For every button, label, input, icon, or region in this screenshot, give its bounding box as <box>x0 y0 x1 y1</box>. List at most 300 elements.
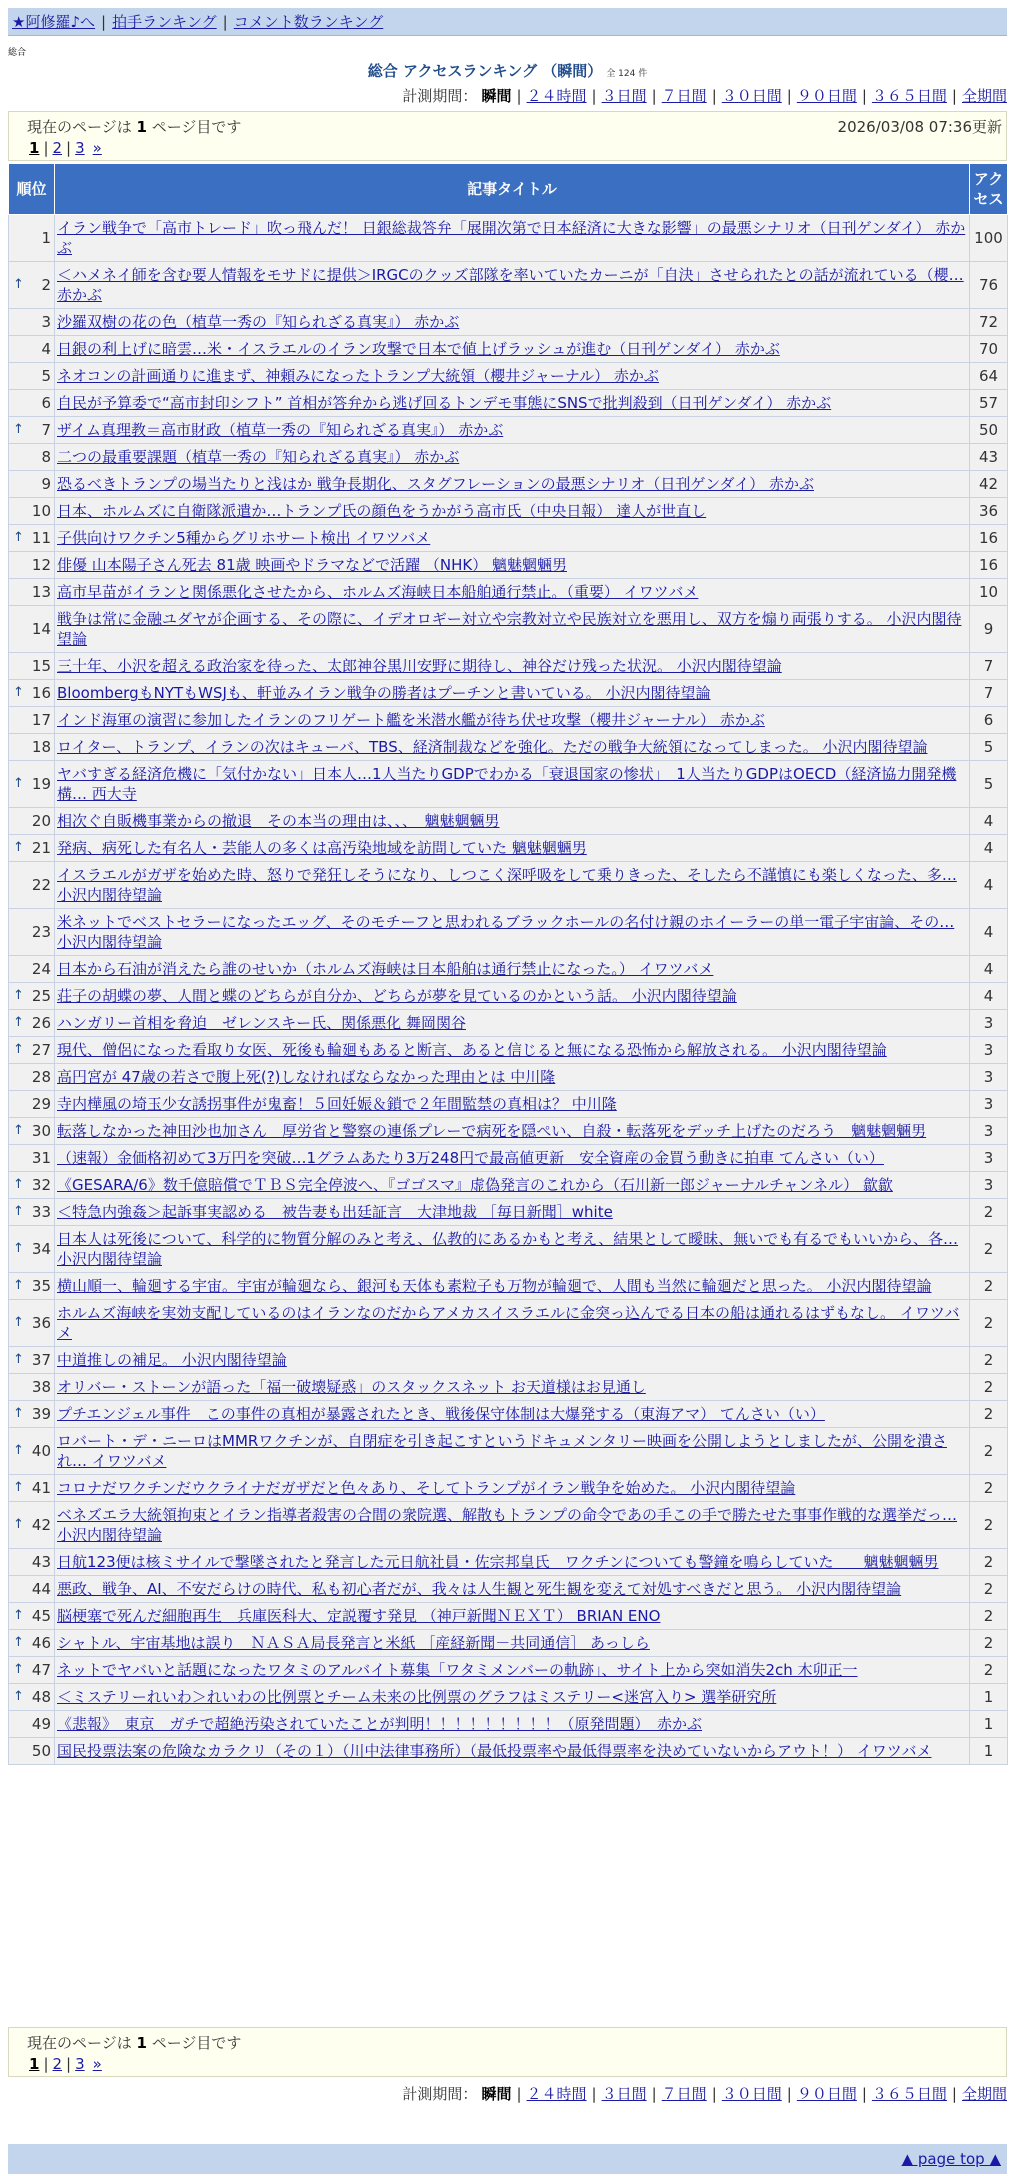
title-cell <box>55 1684 970 1711</box>
article-title-link[interactable]: 自民が予算委で“高市封印シフト” 首相が答弁から逃げ回るトンデモ事態にSNSで批判殺到（日刊ゲンダイ） 赤かぶ <box>57 394 832 412</box>
table-row <box>9 336 1008 363</box>
article-title-link[interactable]: ザイム真理教＝高市財政（植草一秀の『知られざる真実』） 赤かぶ <box>57 421 504 439</box>
title-cell <box>55 808 970 835</box>
table-row <box>9 262 1008 309</box>
title-cell <box>55 1347 970 1374</box>
rank-cell <box>9 653 55 680</box>
rank-cell <box>9 1711 55 1738</box>
updated-timestamp: 2026/03/08 07:36更新 <box>837 118 1002 136</box>
article-title-link[interactable]: 高円宮が 47歳の若さで腹上死(?)しなければならなかった理由とは 中川隆 <box>57 1068 556 1086</box>
rank-cell <box>9 1199 55 1226</box>
page-link-2[interactable]: 2 <box>52 2055 63 2073</box>
table-row <box>9 498 1008 525</box>
period-link-all[interactable]: 全期間 <box>961 87 1007 105</box>
rank-number: 28 <box>31 1068 51 1086</box>
nav-link-asyura[interactable]: ★阿修羅♪へ <box>12 13 96 31</box>
table-row <box>9 215 1008 262</box>
table-row <box>9 552 1008 579</box>
access-count: 6 <box>970 707 1008 734</box>
title-cell <box>55 707 970 734</box>
access-count: 2 <box>970 1657 1008 1684</box>
article-title-link[interactable]: 発病、病死した有名人・芸能人の多くは高汚染地域を訪問していた 魑魅魍魎男 <box>57 839 587 857</box>
article-title-link[interactable]: 三十年、小沢を超える政治家を待った、太郎神谷黒川安野に期待し、神谷だけ残った状況。 小沢内閣待望論 <box>57 657 782 675</box>
period-link-all[interactable]: 全期間 <box>961 2085 1007 2103</box>
period-link-7d[interactable]: ７日間 <box>661 87 707 105</box>
access-count: 2 <box>970 1300 1008 1347</box>
article-title-link[interactable]: インド海軍の演習に参加したイランのフリゲート艦を米潜水艦が待ち伏せ攻撃（櫻井ジャーナル） 赤かぶ <box>57 711 765 729</box>
rank-number: 23 <box>31 923 51 941</box>
period-link-3d[interactable]: ３日間 <box>601 2085 647 2103</box>
title-cell <box>55 1300 970 1347</box>
rank-number: 18 <box>31 738 51 756</box>
article-title-link[interactable]: 二つの最重要課題（植草一秀の『知られざる真実』） 赤かぶ <box>57 448 460 466</box>
access-count: 42 <box>970 471 1008 498</box>
rank-cell <box>9 956 55 983</box>
rank-up-arrow-icon: ↑ <box>13 1315 24 1330</box>
period-selector-top: 計測期間： 瞬間 | ２４時間 | ３日間 | ７日間 | ３０日間 | ９０日間 | ３６５日間 | 全期間 <box>402 87 1007 105</box>
rank-number: 31 <box>31 1149 51 1167</box>
rank-up-arrow-icon: ↑ <box>13 1608 24 1623</box>
rank-number: 37 <box>31 1351 51 1369</box>
article-title-link[interactable]: 日本、ホルムズに自衛隊派遣か…トランプ氏の顔色をうかがう高市氏（中央日報） 達人が世直し <box>57 502 707 520</box>
access-count: 4 <box>970 808 1008 835</box>
access-count: 2 <box>970 1226 1008 1273</box>
title-cell <box>55 606 970 653</box>
rank-up-arrow-icon: ↑ <box>13 422 24 437</box>
rank-number: 8 <box>41 448 51 466</box>
access-count: 36 <box>970 498 1008 525</box>
access-count: 2 <box>970 1273 1008 1300</box>
table-row <box>9 1347 1008 1374</box>
page-link-1[interactable]: 1 <box>29 2055 40 2073</box>
access-count: 72 <box>970 309 1008 336</box>
rank-up-arrow-icon: ↑ <box>13 1480 24 1495</box>
rank-number: 25 <box>31 987 51 1005</box>
table-row <box>9 579 1008 606</box>
rank-number: 36 <box>31 1314 51 1332</box>
rank-number: 40 <box>31 1442 51 1460</box>
rank-number: 7 <box>41 421 51 439</box>
period-link-24h[interactable]: ２４時間 <box>526 87 587 105</box>
rank-number: 34 <box>31 1240 51 1258</box>
table-row <box>9 835 1008 862</box>
article-title-link[interactable]: 相次ぐ自販機事業からの撤退 その本当の理由は、、、 魑魅魍魎男 <box>57 812 500 830</box>
period-link-30d[interactable]: ３０日間 <box>721 87 782 105</box>
table-header-row <box>9 164 1008 215</box>
header-access: アクセス <box>970 164 1008 215</box>
title-cell <box>55 1145 970 1172</box>
page-top-link[interactable]: ▲ page top ▲ <box>901 2150 1001 2168</box>
rank-number: 17 <box>31 711 51 729</box>
article-title-link[interactable]: シャトル、宇宙基地は誤り ＮＡＳＡ局長発言と米紙 ［産経新聞－共同通信］ あっしら <box>57 1634 650 1652</box>
rank-number: 22 <box>31 876 51 894</box>
title-cell <box>55 1199 970 1226</box>
table-row <box>9 1374 1008 1401</box>
table-row <box>9 417 1008 444</box>
table-row <box>9 734 1008 761</box>
table-row <box>9 1145 1008 1172</box>
rank-number: 14 <box>31 620 51 638</box>
article-title-link[interactable]: ベネズエラ大統領拘束とイラン指導者殺害の合間の衆院選、解散もトランプの命令であの手この手で勝たせた事事作戦的な選挙だっ… 小沢内閣待望論 <box>57 1506 958 1544</box>
rank-number: 43 <box>31 1553 51 1571</box>
rank-cell <box>9 498 55 525</box>
period-link-3d[interactable]: ３日間 <box>601 87 647 105</box>
table-row <box>9 606 1008 653</box>
article-title-link[interactable]: ＜ハメネイ師を含む要人情報をモサドに提供＞IRGCのクッズ部隊を率いていたカーニが「自決」させられたとの話が流れている（櫻… 赤かぶ <box>57 266 964 304</box>
page-links: 1 | 2 | 3 » <box>29 2055 102 2073</box>
rank-number: 5 <box>41 367 51 385</box>
title-cell <box>55 363 970 390</box>
table-row <box>9 525 1008 552</box>
article-title-link[interactable]: 高市早苗がイランと関係悪化させたから、ホルムズ海峡日本船舶通行禁止。（重要） イワツバメ <box>57 583 699 601</box>
rank-number: 45 <box>31 1607 51 1625</box>
article-title-link[interactable]: ロイター、トランプ、イランの次はキューバ、TBS、経済制裁などを強化。ただの戦争大統領になってしまった。 小沢内閣待望論 <box>57 738 928 756</box>
article-title-link[interactable]: 恐るべきトランプの場当たりと浅はか 戦争長期化、スタグフレーションの最悪シナリオ（日刊ゲンダイ） 赤かぶ <box>57 475 814 493</box>
rank-cell <box>9 444 55 471</box>
access-count: 2 <box>970 1374 1008 1401</box>
article-title-link[interactable]: プチエンジェル事件 この事件の真相が暴露されたとき、戦後保守体制は大爆発する（東海アマ） てんさい（い） <box>57 1405 825 1423</box>
table-row <box>9 309 1008 336</box>
article-title-link[interactable]: ホルムズ海峡を実効支配しているのはイランなのだからアメカスイスラエルに金突っ込んでる日本の船は通れるはずもなし。 イワツバメ <box>57 1304 960 1342</box>
article-title-link[interactable]: 日本人は死後について、科学的に物質分解のみと考え、仏教的にあるかもと考え、結果として曖昧、無いでも有るでもいいから、各… 小沢内閣待望論 <box>57 1230 959 1268</box>
rank-number: 11 <box>31 529 51 547</box>
rank-cell <box>9 1401 55 1428</box>
period-label: 計測期間： <box>402 87 478 105</box>
access-count: 64 <box>970 363 1008 390</box>
access-count: 9 <box>970 606 1008 653</box>
rank-cell <box>9 1064 55 1091</box>
table-row <box>9 1576 1008 1603</box>
rank-cell <box>9 1549 55 1576</box>
rank-number: 49 <box>31 1715 51 1733</box>
article-title-link[interactable]: 米ネットでベストセラーになったエッグ、そのモチーフと思われるブラックホールの名付け親のホイーラーの単一電子宇宙論、その… 小沢内閣待望論 <box>57 913 955 951</box>
access-count: 43 <box>970 444 1008 471</box>
access-count: 70 <box>970 336 1008 363</box>
rank-number: 1 <box>41 229 51 247</box>
article-title-link[interactable]: 国民投票法案の危険なカラクリ（その１）（川中法律事務所）（最低投票率や最低得票率を決めていないからアウト！） イワツバメ <box>57 1742 932 1760</box>
period-label: 計測期間： <box>402 2085 478 2103</box>
rank-cell <box>9 336 55 363</box>
rank-cell <box>9 390 55 417</box>
access-count: 2 <box>970 1401 1008 1428</box>
period-link-30d[interactable]: ３０日間 <box>721 2085 782 2103</box>
article-title-link[interactable]: ネットでヤバいと話題になったワタミのアルバイト募集「ワタミメンバーの軌跡」、サイト上から突如消失2ch 木卯正一 <box>57 1661 858 1679</box>
article-title-link[interactable]: 戦争は常に金融ユダヤが企画する、その際に、イデオロギー対立や宗教対立や民族対立を悪用し、双方を煽り両張りする。 小沢内閣待望論 <box>57 610 962 648</box>
title-cell <box>55 1657 970 1684</box>
rank-cell <box>9 215 55 262</box>
rank-cell <box>9 1428 55 1475</box>
period-link-24h[interactable]: ２４時間 <box>526 2085 587 2103</box>
title-cell <box>55 471 970 498</box>
page-next-link[interactable]: » <box>92 2055 102 2073</box>
rank-cell <box>9 1502 55 1549</box>
access-count: 2 <box>970 1576 1008 1603</box>
rank-up-arrow-icon: ↑ <box>13 1443 24 1458</box>
access-count: 2 <box>970 1549 1008 1576</box>
article-title-link[interactable]: BloombergもNYTもWSJも、軒並みイラン戦争の勝者はプーチンと書いている。 小沢内閣待望論 <box>57 684 711 702</box>
title-cell <box>55 1273 970 1300</box>
rank-cell <box>9 1576 55 1603</box>
access-count: 2 <box>970 1475 1008 1502</box>
rank-number: 46 <box>31 1634 51 1652</box>
table-row <box>9 1273 1008 1300</box>
rank-number: 42 <box>31 1516 51 1534</box>
article-title-link[interactable]: ＜特急内強姦＞起訴事実認める 被告妻も出廷証言 大津地裁 ［毎日新聞］white <box>57 1203 613 1221</box>
rank-cell <box>9 1300 55 1347</box>
title-cell <box>55 336 970 363</box>
article-title-link[interactable]: 脳梗塞で死んだ細胞再生 兵庫医科大、定説覆す発見 （神戸新聞ＮＥＸＴ） BRIAN ENO <box>57 1607 661 1625</box>
top-nav <box>8 8 1007 36</box>
period-link-90d[interactable]: ９０日間 <box>796 87 857 105</box>
table-row <box>9 680 1008 707</box>
rank-cell <box>9 909 55 956</box>
table-row <box>9 956 1008 983</box>
title-cell <box>55 1064 970 1091</box>
access-count: 16 <box>970 525 1008 552</box>
article-title-link[interactable]: ネオコンの計画通りに進まず、神頼みになったトランプ大統領（櫻井ジャーナル） 赤かぶ <box>57 367 659 385</box>
table-row <box>9 909 1008 956</box>
access-count: 4 <box>970 956 1008 983</box>
article-title-link[interactable]: 悪政、戦争、AI、不安だらけの時代、私も初心者だが、我々は人生観と死生観を変えて対処すべきだと思う。 小沢内閣待望論 <box>57 1580 902 1598</box>
access-count: 3 <box>970 1064 1008 1091</box>
title-cell <box>55 215 970 262</box>
rank-cell <box>9 471 55 498</box>
rank-number: 33 <box>31 1203 51 1221</box>
rank-cell <box>9 707 55 734</box>
period-link-90d[interactable]: ９０日間 <box>796 2085 857 2103</box>
title-cell <box>55 417 970 444</box>
rank-up-arrow-icon: ↑ <box>13 1352 24 1367</box>
rank-number: 20 <box>31 812 51 830</box>
pager-top <box>8 111 1007 161</box>
rank-cell <box>9 1010 55 1037</box>
table-row <box>9 1091 1008 1118</box>
header-title: 記事タイトル <box>55 164 970 215</box>
nav-link-clap-ranking[interactable]: 拍手ランキング <box>112 13 217 31</box>
rank-cell <box>9 1684 55 1711</box>
title-cell <box>55 1549 970 1576</box>
article-title-link[interactable]: 日本から石油が消えたら誰のせいか（ホルムズ海峡は日本船舶は通行禁止になった。） イワツバメ <box>57 960 714 978</box>
page-link-3[interactable]: 3 <box>75 139 85 157</box>
article-title-link[interactable]: ロバート・デ・ニーロはMMRワクチンが、自閉症を引き起こすというドキュメンタリー映画を公開しようとしましたが、公開を潰され… イワツバメ <box>57 1432 947 1470</box>
article-title-link[interactable]: 日航123便は核ミサイルで撃墜されたと発言した元日航社員・佐宗邦皇氏 ワクチンについても警鐘を鳴らしていた 魑魅魍魎男 <box>57 1553 939 1571</box>
title-cell <box>55 1401 970 1428</box>
table-row <box>9 1738 1008 1765</box>
page-link-1[interactable]: 1 <box>29 139 40 157</box>
title-cell <box>55 1037 970 1064</box>
table-row <box>9 1684 1008 1711</box>
rank-number: 48 <box>31 1688 51 1706</box>
table-row <box>9 1502 1008 1549</box>
rank-cell <box>9 983 55 1010</box>
table-row <box>9 1064 1008 1091</box>
rank-cell <box>9 1475 55 1502</box>
access-count: 3 <box>970 1172 1008 1199</box>
article-title-link[interactable]: 《GESARA/6》数千億賠償でＴＢＳ完全停波へ、『ゴゴスマ』虚偽発言のこれから（石川新一郎ジャーナルチャンネル） 歙歙 <box>57 1176 893 1194</box>
access-count: 2 <box>970 1199 1008 1226</box>
table-row <box>9 1401 1008 1428</box>
rank-up-arrow-icon: ↑ <box>13 1015 24 1030</box>
rank-up-arrow-icon: ↑ <box>13 1635 24 1650</box>
article-title-link[interactable]: 荘子の胡蝶の夢、人間と蝶のどちらが自分か、どちらが夢を見ているのかという話。 小沢内閣待望論 <box>57 987 737 1005</box>
footer-bar <box>8 2144 1007 2174</box>
title-cell <box>55 1091 970 1118</box>
rank-cell <box>9 1657 55 1684</box>
article-title-link[interactable]: 中道推しの補足。 小沢内閣待望論 <box>57 1351 287 1369</box>
rank-up-arrow-icon: ↑ <box>13 1406 24 1421</box>
article-title-link[interactable]: 俳優 山本陽子さん死去 81歳 映画やドラマなどで活躍 （NHK） 魑魅魍魎男 <box>57 556 567 574</box>
title-cell <box>55 983 970 1010</box>
title-cell <box>55 1502 970 1549</box>
article-title-link[interactable]: 寺内樺風の埼玉少女誘拐事件が鬼畜！５回妊娠＆鎖で２年間監禁の真相は？ 中川隆 <box>57 1095 617 1113</box>
table-row <box>9 1199 1008 1226</box>
rank-up-arrow-icon: ↑ <box>13 840 24 855</box>
rank-number: 10 <box>31 502 51 520</box>
article-title-link[interactable]: イラン戦争で「高市トレード」吹っ飛んだ！ 日銀総裁答弁「展開次第で日本経済に大きな影響」の最悪シナリオ（日刊ゲンダイ） 赤かぶ <box>57 219 966 257</box>
rank-number: 21 <box>31 839 51 857</box>
rank-cell <box>9 525 55 552</box>
table-row <box>9 1711 1008 1738</box>
article-title-link[interactable]: コロナだワクチンだウクライナだガザだと色々あり、そしてトランプがイラン戦争を始めた。 小沢内閣待望論 <box>57 1479 796 1497</box>
title-cell <box>55 1172 970 1199</box>
rank-number: 2 <box>41 276 51 294</box>
rank-up-arrow-icon: ↑ <box>13 988 24 1003</box>
rank-up-arrow-icon: ↑ <box>13 1517 24 1532</box>
article-title-link[interactable]: 横山順一、輪廻する宇宙。宇宙が輪廻なら、銀河も天体も素粒子も万物が輪廻で、人間も当然に輪廻だと思った。 小沢内閣待望論 <box>57 1277 932 1295</box>
rank-number: 38 <box>31 1378 51 1396</box>
page-link-2[interactable]: 2 <box>52 139 63 157</box>
access-count: 76 <box>970 262 1008 309</box>
access-count: 1 <box>970 1738 1008 1765</box>
title-cell <box>55 1738 970 1765</box>
category-label: 総合 <box>8 48 27 58</box>
rank-number: 15 <box>31 657 51 675</box>
access-count: 2 <box>970 1603 1008 1630</box>
article-title-link[interactable]: ＜ミステリーれいわ＞れいわの比例票とチーム未来の比例票のグラフはミステリー<迷宮入り> 選挙研究所 <box>57 1688 777 1706</box>
rank-cell <box>9 1172 55 1199</box>
access-count: 3 <box>970 1037 1008 1064</box>
access-count: 4 <box>970 835 1008 862</box>
rank-cell <box>9 1347 55 1374</box>
article-title-link[interactable]: ハンガリー首相を脅迫 ゼレンスキー氏、関係悪化 舞岡関谷 <box>57 1014 466 1032</box>
rank-cell <box>9 606 55 653</box>
rank-number: 41 <box>31 1479 51 1497</box>
table-row <box>9 363 1008 390</box>
access-count: 2 <box>970 1428 1008 1475</box>
rank-cell <box>9 1630 55 1657</box>
article-title-link[interactable]: 転落しなかった神田沙也加さん 厚労省と警察の連係プレーで病死を隠ぺい、自殺・転落死をデッチ上げたのだろう 魑魅魍魎男 <box>57 1122 927 1140</box>
rank-number: 30 <box>31 1122 51 1140</box>
table-row <box>9 1118 1008 1145</box>
rank-cell <box>9 1226 55 1273</box>
access-count: 2 <box>970 1630 1008 1657</box>
rank-up-arrow-icon: ↑ <box>13 1042 24 1057</box>
article-title-link[interactable]: ヤバすぎる経済危機に「気付かない」日本人…1人当たりGDPでわかる「衰退国家の惨状」 1人当たりGDPはOECD（経済協力開発機構… 西大寺 <box>57 765 957 803</box>
access-count: 57 <box>970 390 1008 417</box>
rank-up-arrow-icon: ↑ <box>13 685 24 700</box>
rank-cell <box>9 579 55 606</box>
table-row <box>9 707 1008 734</box>
title-cell <box>55 956 970 983</box>
rank-cell <box>9 1738 55 1765</box>
page-next-link[interactable]: » <box>92 139 102 157</box>
rank-number: 39 <box>31 1405 51 1423</box>
period-link-7d[interactable]: ７日間 <box>661 2085 707 2103</box>
title-cell <box>55 552 970 579</box>
article-title-link[interactable]: 現代、僧侶になった看取り女医、死後も輪廻もあると断言、あると信じると無になる恐怖から解放される。 小沢内閣待望論 <box>57 1041 887 1059</box>
table-row <box>9 1657 1008 1684</box>
article-title-link[interactable]: 沙羅双樹の花の色（植草一秀の『知られざる真実』） 赤かぶ <box>57 313 460 331</box>
rank-number: 27 <box>31 1041 51 1059</box>
article-title-link[interactable]: 日銀の利上げに暗雲…米・イスラエルのイラン攻撃で日本で値上げラッシュが進む（日刊ゲンダイ） 赤かぶ <box>57 340 780 358</box>
title-cell <box>55 862 970 909</box>
access-count: 7 <box>970 680 1008 707</box>
article-title-link[interactable]: イスラエルがガザを始めた時、怒りで発狂しそうになり、しつこく深呼吸をして乗りきった、そしたら不謹慎にも楽しくなった、多… 小沢内閣待望論 <box>57 866 957 904</box>
period-link-365d[interactable]: ３６５日間 <box>871 2085 947 2103</box>
article-title-link[interactable]: （速報）金価格初めて3万円を突破…1グラムあたり3万248円で最高値更新 安全資産の金買う動きに拍車 てんさい（い） <box>57 1149 884 1167</box>
title-cell <box>55 653 970 680</box>
access-count: 1 <box>970 1711 1008 1738</box>
title-cell <box>55 444 970 471</box>
table-row <box>9 1226 1008 1273</box>
title-cell <box>55 1118 970 1145</box>
rank-cell <box>9 1118 55 1145</box>
article-title-link[interactable]: オリバー・ストーンが語った「福一破壊疑惑」のスタックスネット お天道様はお見通し <box>57 1378 646 1396</box>
rank-cell <box>9 680 55 707</box>
title-cell <box>55 579 970 606</box>
access-count: 3 <box>970 1091 1008 1118</box>
table-row <box>9 471 1008 498</box>
access-count: 1 <box>970 1684 1008 1711</box>
table-row <box>9 1549 1008 1576</box>
rank-up-arrow-icon: ↑ <box>13 776 24 791</box>
access-count: 3 <box>970 1118 1008 1145</box>
title-cell <box>55 1711 970 1738</box>
table-row <box>9 1630 1008 1657</box>
current-page-text: 現在のページは 1 ページ目です <box>27 118 242 136</box>
rank-number: 35 <box>31 1277 51 1295</box>
nav-link-comment-ranking[interactable]: コメント数ランキング <box>233 13 384 31</box>
page-title-text: 総合 アクセスランキング （瞬間） <box>367 62 603 80</box>
nav-separator: | <box>101 12 107 31</box>
title-cell <box>55 835 970 862</box>
rank-cell <box>9 1603 55 1630</box>
table-row <box>9 444 1008 471</box>
current-page-text: 現在のページは 1 ページ目です <box>27 2034 242 2052</box>
rank-number: 6 <box>41 394 51 412</box>
title-cell <box>55 525 970 552</box>
header-rank: 順位 <box>9 164 55 215</box>
article-title-link[interactable]: 《悲報》 東京 ガチで超絶汚染されていたことが判明！！！！！！！！！（原発問題） 赤かぶ <box>57 1715 703 1733</box>
pager-bottom <box>8 2027 1007 2077</box>
rank-up-arrow-icon: ↑ <box>13 277 24 292</box>
rank-cell <box>9 552 55 579</box>
period-link-365d[interactable]: ３６５日間 <box>871 87 947 105</box>
title-cell <box>55 734 970 761</box>
rank-number: 12 <box>31 556 51 574</box>
rank-number: 29 <box>31 1095 51 1113</box>
rank-cell <box>9 862 55 909</box>
access-count: 4 <box>970 862 1008 909</box>
access-count: 3 <box>970 1145 1008 1172</box>
rank-number: 26 <box>31 1014 51 1032</box>
access-count: 2 <box>970 1502 1008 1549</box>
rank-cell <box>9 1374 55 1401</box>
page-link-3[interactable]: 3 <box>75 2055 85 2073</box>
title-cell <box>55 390 970 417</box>
article-title-link[interactable]: 子供向けワクチン5種からグリホサート検出 イワツバメ <box>57 529 431 547</box>
rank-up-arrow-icon: ↑ <box>13 1204 24 1219</box>
